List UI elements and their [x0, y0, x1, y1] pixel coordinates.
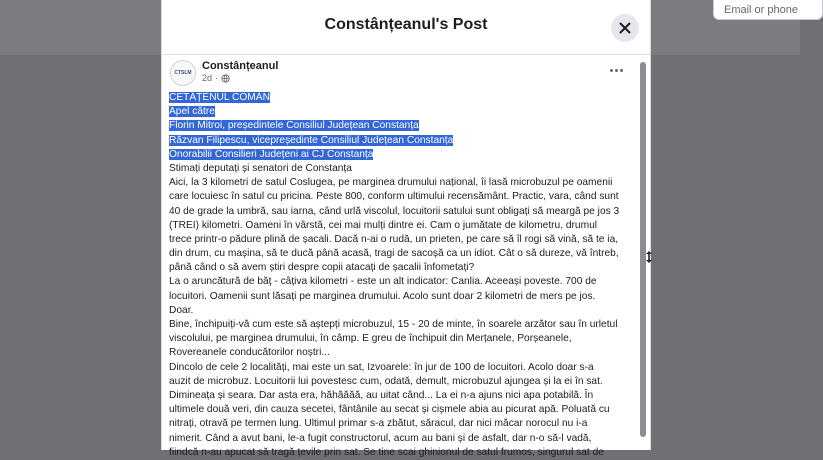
selected-text: Răzvan Filipescu, vicepreședinte Consiliul Județean Constanța: [169, 134, 454, 146]
post-meta: 2d ·: [202, 73, 230, 83]
resize-arrows-icon: [645, 250, 653, 264]
close-button[interactable]: [611, 14, 639, 42]
selected-text: Apel către: [169, 106, 215, 118]
post-text-line: viscolului, pe marginea drumului, în câmp. E greu de închipuit din Merțanele, Porșeanele,: [169, 333, 572, 345]
post-text-line: Bine, închipuiți-vă cum este să aștepți microbuzul, 15 - 20 de minte, în soarele arzător sau în urletul: [169, 319, 618, 330]
close-icon: [619, 22, 631, 34]
highlighted-line: [169, 105, 633, 119]
post-text-line: auzit de microbuz. Locuitorii lui povestesc cum, odată, demult, microbuzul ajungea și la ei în sat.: [169, 375, 603, 387]
dialog-header: [162, 0, 650, 55]
post-text-line: (TREI) kilometri. Oameni în vârstă, cei mai mulți dintre ei. Cam o jumătate de kilometru, drumul: [169, 219, 598, 231]
post-text-line: locuitori. Oamenii sunt lăsați pe marginea drumului. Acolo sunt doar 2 kilometri de mers pe jos.: [169, 290, 596, 302]
post-text-line: Dincolo de cele 2 localități, mai este un sat, Izvoarele: în jur de 100 de locuitori. Acolo doar s-a: [169, 361, 594, 373]
avatar-logo-text: CTSLM: [174, 70, 192, 76]
post-text-line: până când o să avem știri despre copii atacați de șacalii înfometați?: [169, 262, 475, 274]
globe-icon: [221, 74, 230, 83]
highlighted-line: [169, 134, 633, 148]
post-text-line: Stimați deputați și senatori de Constanța: [169, 162, 352, 174]
highlighted-line: [169, 119, 633, 133]
post-text-line: care locuiesc în satul cu pricina. Peste 800, conform ultimului recensământ. Practic, vara, când sunt: [169, 191, 619, 203]
highlighted-line: [169, 148, 633, 162]
selected-text: Onorabilii Consilieri Județeni ai CJ Constanța: [169, 148, 374, 160]
dialog-title: Constânțeanul's Post: [324, 16, 488, 33]
post-dialog: [161, 0, 651, 458]
post-text-line: nitrați, otravă pe termen lung. Ultimul primar s-a zbătut, săracul, dar nici măcar norocul nu i-a: [169, 418, 588, 430]
post-text-line: Dimineața și seara. Dar asta era, hăhăăăă, au uitat când... La ei n-a ajuns nici apa potabilă. În: [169, 389, 594, 401]
post-text-line: Rovereanele conducătorilor noștri...: [169, 347, 330, 359]
selected-text: Florin Mitroi, președintele Consiliul Județean Constanța: [169, 120, 419, 132]
post-text-line: Doar.: [169, 304, 194, 316]
post-text-line: din drum, cu mașina, să te ducă până acasă, tragi de sacoșă ca un idiot. Cât o să dureze, vă întreb,: [169, 248, 619, 260]
email-or-phone-field[interactable]: [713, 0, 823, 20]
selected-text: CETĂȚENUL COMAN: [169, 92, 270, 103]
post-text-line: Aici, la 3 kilometri de satul Coslugea, pe marginea drumului național, îi lasă microbuzul pe oamenii: [169, 177, 613, 189]
avatar[interactable]: [170, 60, 196, 86]
post-time[interactable]: 2d: [202, 73, 213, 83]
post-text-line: 40 de grade la umbră, sau iarna, când urlă viscolul, locuitorii satului sunt obligați să meargă pe jos 3: [169, 205, 620, 217]
post-text-line: nimerit. Când a avut bani, le-a fugit constructorul, acum au bani și de asfalt, dar n-o să-l vadă,: [169, 432, 592, 444]
more-options-button[interactable]: [608, 63, 624, 77]
email-or-phone-placeholder: Email or phone: [724, 4, 798, 16]
post-text-line: fiindcă n-au apucat să tragă țevile prin sat. Se tine scai ghinionul de satul frumos, singurul sat de: [169, 446, 604, 458]
post-text-line: trece printr-o pădure plină de șacali. Dacă n-ai o rudă, un prieten, pe care să îl rogi să vină, să te ia,: [169, 233, 619, 245]
post-text-line: La o aruncătură de băț - câțiva kilometri - este un alt indicator: Canlia. Aceeași poveste. 700 de: [169, 276, 597, 288]
highlighted-line: [169, 91, 633, 105]
post-text-line: ultimele două veri, din cauza secetei, fântânile au secat și cișmele abia au picurat apă. Poluată cu: [169, 404, 610, 416]
post-text: [169, 91, 633, 460]
more-horizontal-icon: [610, 69, 613, 72]
post-author[interactable]: Constânțeanul: [202, 60, 279, 72]
